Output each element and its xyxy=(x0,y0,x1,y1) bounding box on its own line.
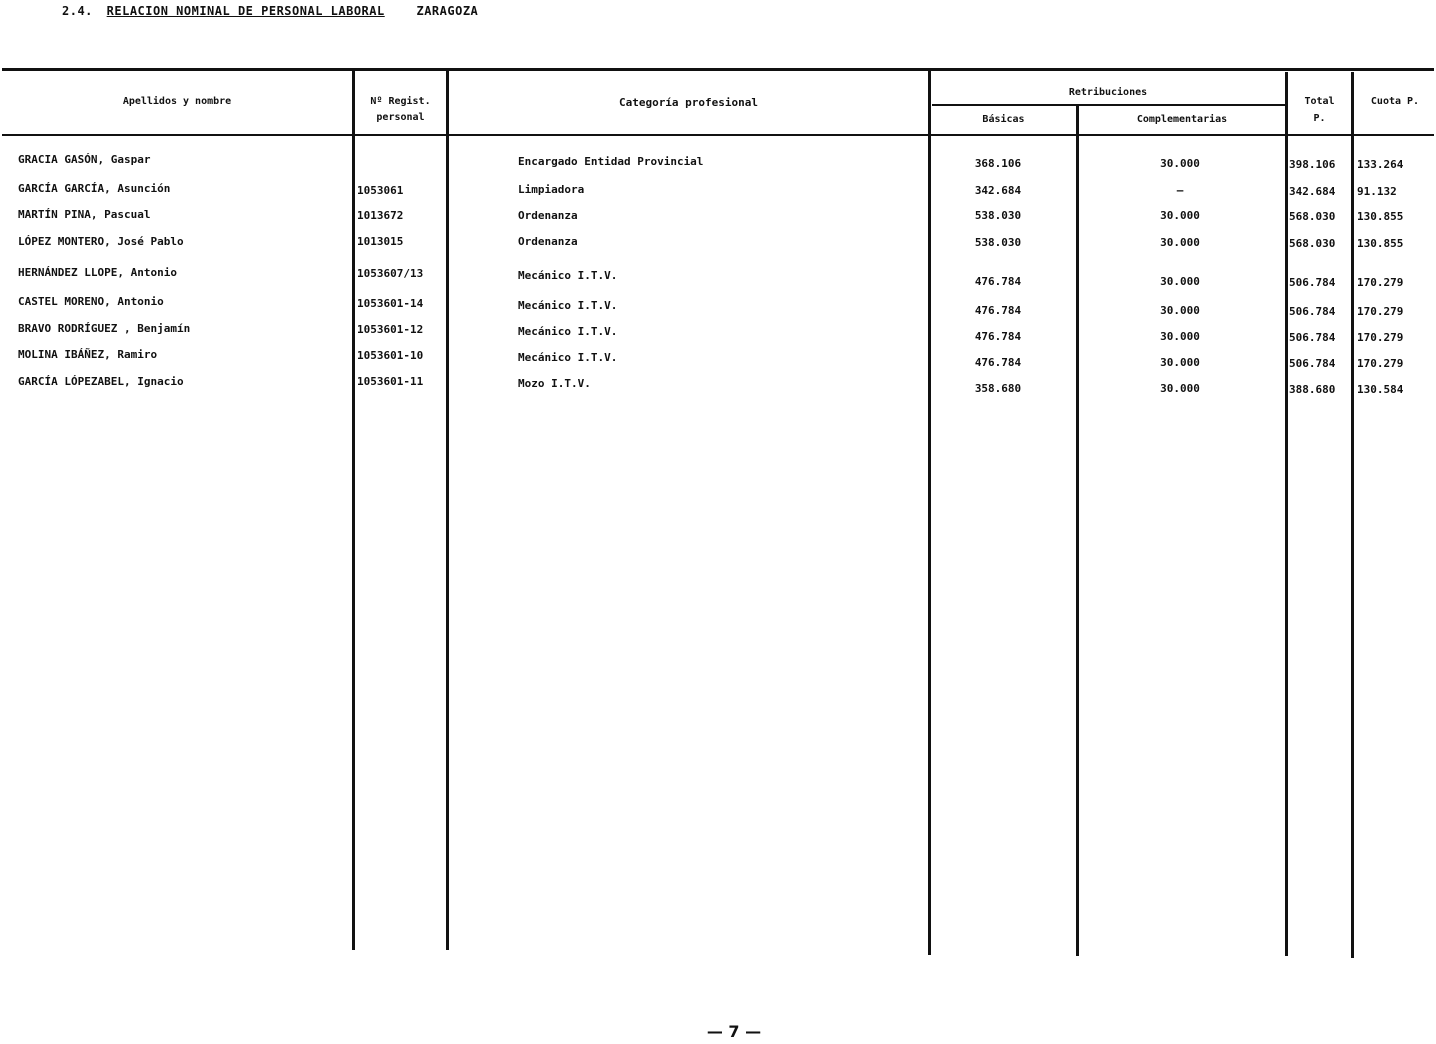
header-reg-line1: Nº Regist. xyxy=(370,96,431,107)
cell-name: GARCÍA LÓPEZABEL, Ignacio xyxy=(18,375,184,388)
col-rule-4 xyxy=(1076,104,1079,956)
cell-category: Ordenanza xyxy=(518,209,578,222)
cell-total: 398.106 xyxy=(1289,158,1336,171)
header-reg-line2: personal xyxy=(376,112,425,123)
col-rule-3 xyxy=(928,70,931,955)
cell-reg: 1053601-11 xyxy=(357,375,424,388)
cell-category: Mecánico I.T.V. xyxy=(518,351,618,364)
cell-complementarias: — xyxy=(1176,184,1184,197)
cell-complementarias: 30.000 xyxy=(1160,157,1200,170)
location-text: ZARAGOZA xyxy=(416,4,479,18)
cell-name: HERNÁNDEZ LLOPE, Antonio xyxy=(18,266,177,279)
cell-total: 506.784 xyxy=(1289,276,1336,289)
cell-reg: 1053601-14 xyxy=(357,297,424,310)
header-bottom-rule xyxy=(2,134,1434,136)
header-cuota: Cuota P. xyxy=(1370,96,1420,107)
retribuciones-split-rule xyxy=(932,104,1286,106)
cell-complementarias: 30.000 xyxy=(1160,236,1200,249)
cell-name: GRACIA GASÓN, Gaspar xyxy=(18,153,151,166)
cell-reg: 1053601-10 xyxy=(357,349,424,362)
cell-basicas: 538.030 xyxy=(974,209,1022,222)
cell-complementarias: 30.000 xyxy=(1160,209,1200,222)
cell-total: 506.784 xyxy=(1289,305,1336,318)
cell-basicas: 538.030 xyxy=(974,236,1022,249)
cell-cuota: 170.279 xyxy=(1357,305,1404,318)
cell-basicas: 476.784 xyxy=(974,304,1022,317)
cell-complementarias: 30.000 xyxy=(1160,356,1200,369)
header-total-line1: Total xyxy=(1304,96,1335,107)
cell-cuota: 130.584 xyxy=(1357,383,1404,396)
section-number: 2.4. xyxy=(62,4,93,18)
cell-complementarias: 30.000 xyxy=(1160,382,1200,395)
cell-reg: 1013015 xyxy=(357,235,404,248)
cell-basicas: 358.680 xyxy=(974,382,1022,395)
cell-basicas: 476.784 xyxy=(974,330,1022,343)
cell-basicas: 342.684 xyxy=(974,184,1022,197)
title-text: RELACION NOMINAL DE PERSONAL LABORAL xyxy=(106,4,385,18)
cell-total: 568.030 xyxy=(1289,210,1336,223)
cell-category: Ordenanza xyxy=(518,235,578,248)
cell-complementarias: 30.000 xyxy=(1160,330,1200,343)
cell-name: MARTÍN PINA, Pascual xyxy=(18,208,151,221)
cell-reg: 1013672 xyxy=(357,209,404,222)
col-rule-5 xyxy=(1285,72,1288,956)
cell-total: 568.030 xyxy=(1289,237,1336,250)
header-retribuciones: Retribuciones xyxy=(1068,87,1148,98)
header-total-line2: P. xyxy=(1313,113,1326,124)
cell-cuota: 133.264 xyxy=(1357,158,1404,171)
cell-reg: 1053607/13 xyxy=(357,267,424,280)
cell-total: 388.680 xyxy=(1289,383,1336,396)
cell-cuota: 91.132 xyxy=(1357,185,1397,198)
cell-total: 342.684 xyxy=(1289,185,1336,198)
cell-name: GARCÍA GARCÍA, Asunción xyxy=(18,182,171,195)
cell-complementarias: 30.000 xyxy=(1160,304,1200,317)
cell-name: MOLINA IBÁÑEZ, Ramiro xyxy=(18,348,158,361)
col-rule-1 xyxy=(352,70,355,950)
cell-basicas: 476.784 xyxy=(974,275,1022,288)
col-rule-6 xyxy=(1351,72,1354,958)
cell-category: Mecánico I.T.V. xyxy=(518,325,618,338)
cell-cuota: 130.855 xyxy=(1357,210,1404,223)
cell-category: Mecánico I.T.V. xyxy=(518,269,618,282)
cell-category: Limpiadora xyxy=(518,183,585,196)
cell-name: BRAVO RODRÍGUEZ , Benjamín xyxy=(18,322,191,335)
cell-name: CASTEL MORENO, Antonio xyxy=(18,295,164,308)
cell-basicas: 368.106 xyxy=(974,157,1022,170)
cell-reg: 1053061 xyxy=(357,184,404,197)
cell-category: Mozo I.T.V. xyxy=(518,377,591,390)
cell-basicas: 476.784 xyxy=(974,356,1022,369)
col-rule-2 xyxy=(446,70,449,950)
cell-cuota: 170.279 xyxy=(1357,276,1404,289)
cell-name: LÓPEZ MONTERO, José Pablo xyxy=(18,235,184,248)
table-top-rule xyxy=(2,68,1434,71)
cell-cuota: 170.279 xyxy=(1357,331,1404,344)
header-basicas: Básicas xyxy=(982,114,1025,125)
cell-cuota: 170.279 xyxy=(1357,357,1404,370)
document-title xyxy=(62,4,478,18)
cell-complementarias: 30.000 xyxy=(1160,275,1200,288)
cell-total: 506.784 xyxy=(1289,357,1336,370)
header-complementarias: Complementarias xyxy=(1136,114,1228,125)
cell-cuota: 130.855 xyxy=(1357,237,1404,250)
cell-category: Mecánico I.T.V. xyxy=(518,299,618,312)
cell-total: 506.784 xyxy=(1289,331,1336,344)
header-category: Categoría profesional xyxy=(618,96,759,109)
header-name: Apellidos y nombre xyxy=(122,96,232,107)
cell-category: Encargado Entidad Provincial xyxy=(518,155,704,168)
cell-reg: 1053601-12 xyxy=(357,323,424,336)
page-number: — 7 — xyxy=(706,1022,762,1041)
